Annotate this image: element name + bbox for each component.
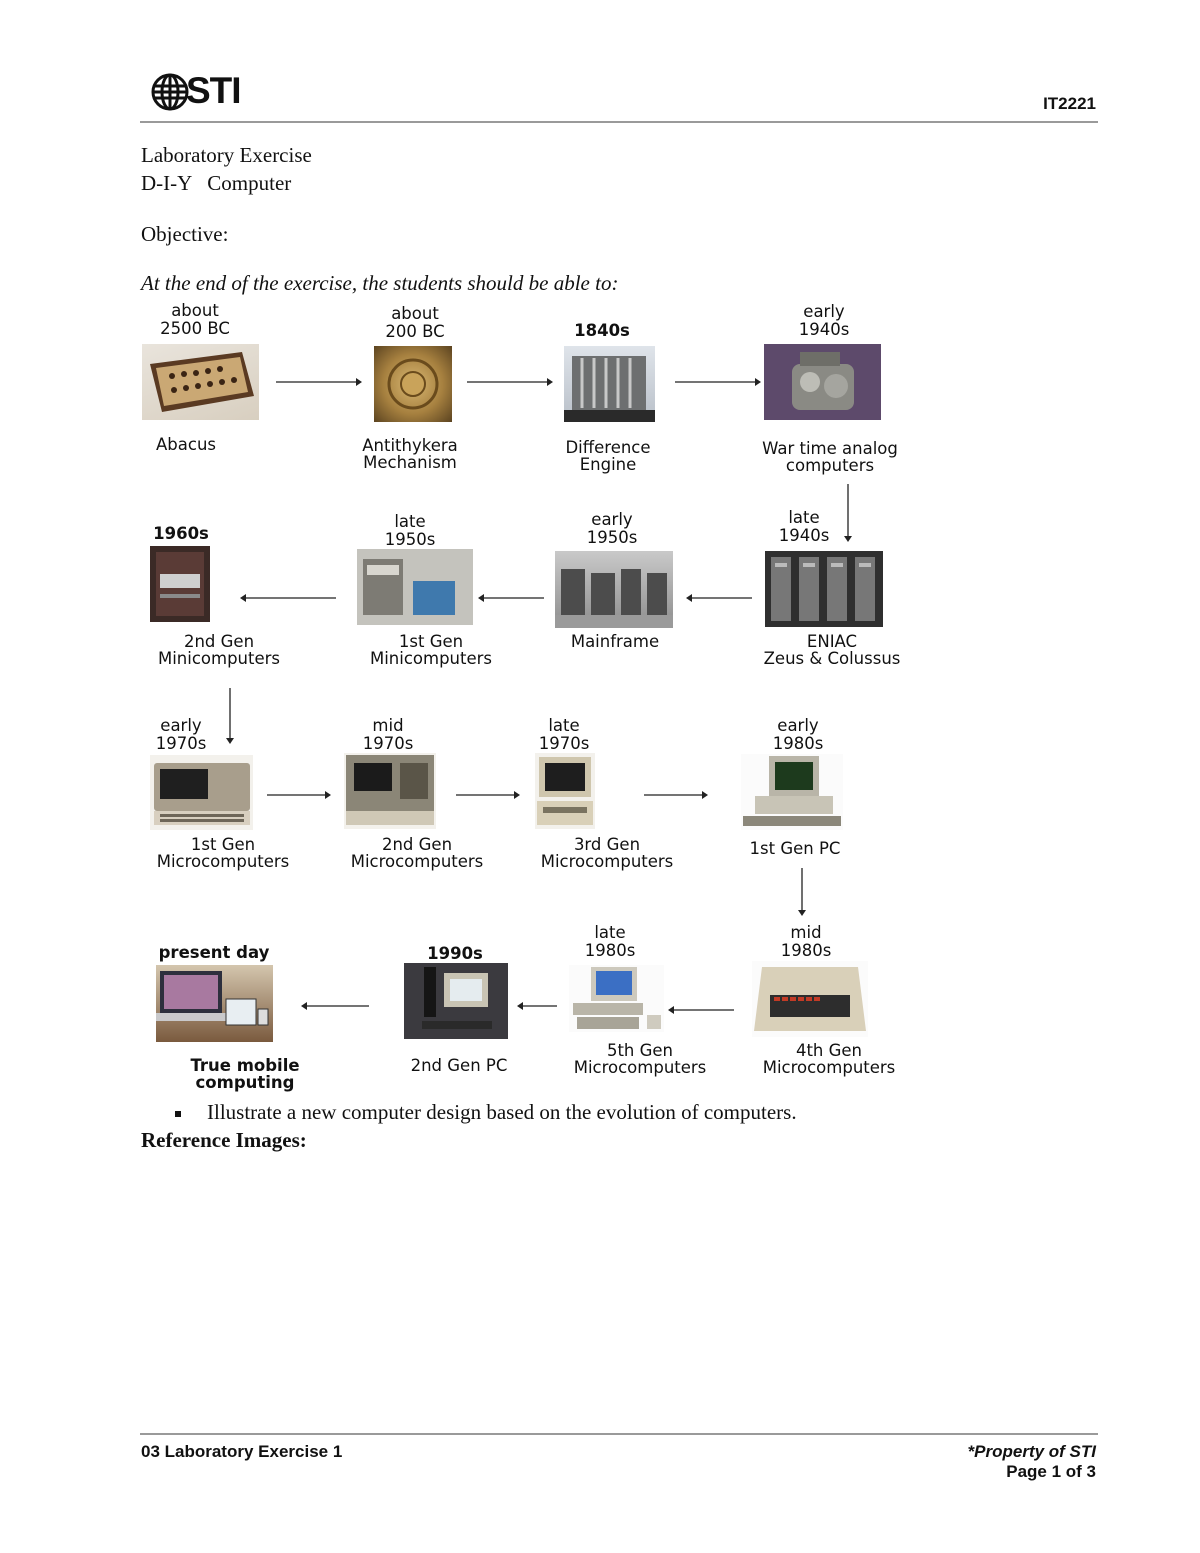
eniac-image <box>765 551 883 627</box>
node-label: War time analog computers <box>762 439 898 475</box>
objective-intro: At the end of the exercise, the students should be able to: <box>141 271 619 295</box>
mobile-devices-image <box>156 965 273 1042</box>
era-label: about 2500 BC <box>160 301 230 338</box>
arrow-right-icon <box>456 789 520 801</box>
era-label: 1840s <box>574 321 630 340</box>
analog-computer-image <box>764 344 881 420</box>
node-label: Abacus <box>156 435 216 454</box>
node-label: True mobile computing <box>190 1056 300 1092</box>
era-label: 1990s <box>427 944 483 963</box>
objective-heading: Objective: <box>141 222 229 246</box>
arrow-down-icon <box>842 484 854 542</box>
sti-logo <box>150 72 240 114</box>
era-label: early 1980s <box>772 716 824 753</box>
globe-icon <box>150 72 190 112</box>
era-label: early 1970s <box>155 716 207 753</box>
arrow-left-icon <box>517 1000 557 1012</box>
arrow-left-icon <box>668 1004 734 1016</box>
node-label: 2nd Gen PC <box>410 1056 508 1075</box>
era-label: mid 1980s <box>780 923 832 960</box>
node-label: 2nd Gen Microcomputers <box>350 835 484 871</box>
pc-2nd-image <box>404 963 508 1039</box>
arrow-right-icon <box>644 789 708 801</box>
objective-bullet <box>175 1100 797 1125</box>
era-label: early 1940s <box>798 302 850 339</box>
node-label: Antithykera Mechanism <box>362 436 458 472</box>
node-label: 5th Gen Microcomputers <box>573 1041 707 1077</box>
bullet-text: Illustrate a new computer design based on the evolution of computers. <box>207 1100 797 1124</box>
microcomputer-5th-image <box>569 965 664 1032</box>
arrow-left-icon <box>686 592 752 604</box>
antikythera-image <box>374 346 452 422</box>
microcomputer-1st-image <box>150 755 253 830</box>
arrow-left-icon <box>301 1000 369 1012</box>
difference-engine-image <box>564 346 655 422</box>
node-label: 2nd Gen Minicomputers <box>157 632 281 668</box>
arrow-right-icon <box>276 376 362 388</box>
era-label: late 1970s <box>538 716 590 753</box>
node-label: 3rd Gen Microcomputers <box>540 835 674 871</box>
course-code: IT2221 <box>1043 94 1096 113</box>
era-label: early 1950s <box>586 510 638 547</box>
arrow-right-icon <box>675 376 761 388</box>
era-label: late 1940s <box>778 508 830 545</box>
logo-wordmark: STI <box>186 70 241 111</box>
era-label: mid 1970s <box>362 716 414 753</box>
arrow-left-icon <box>478 592 544 604</box>
reference-heading: Reference Images: <box>141 1128 307 1152</box>
node-label: 4th Gen Microcomputers <box>762 1041 896 1077</box>
microcomputer-2nd-image <box>344 753 436 829</box>
arrow-left-icon <box>240 592 336 604</box>
node-label: 1st Gen Minicomputers <box>369 632 493 668</box>
node-label: 1st Gen Microcomputers <box>156 835 290 871</box>
era-label: late 1980s <box>584 923 636 960</box>
era-label: 1960s <box>153 524 209 543</box>
page-number: Page 1 of 3 <box>1006 1462 1096 1481</box>
header-divider <box>140 121 1098 123</box>
mainframe-image <box>555 551 673 628</box>
microcomputer-3rd-image <box>535 753 595 829</box>
arrow-down-icon <box>796 868 808 916</box>
node-label: ENIAC Zeus & Colussus <box>763 632 901 668</box>
microcomputer-4th-image <box>752 961 868 1037</box>
footer-exercise-title: 03 Laboratory Exercise 1 <box>141 1442 343 1461</box>
bullet-icon <box>175 1111 181 1117</box>
pc-1st-image <box>741 754 843 830</box>
arrow-right-icon <box>467 376 553 388</box>
arrow-down-icon <box>224 688 236 744</box>
minicomputer-1st-image <box>357 549 473 625</box>
footer-property: *Property of STI <box>967 1442 1096 1461</box>
minicomputer-2nd-image <box>150 546 210 622</box>
document-subtitle: D-I-Y Computer <box>141 171 292 195</box>
node-label: Mainframe <box>570 632 660 651</box>
era-label: about 200 BC <box>385 304 445 341</box>
node-label: 1st Gen PC <box>749 839 841 858</box>
arrow-right-icon <box>267 789 331 801</box>
footer-divider <box>140 1433 1098 1435</box>
node-label: Difference Engine <box>565 438 651 474</box>
abacus-image <box>142 344 259 420</box>
document-title: Laboratory Exercise <box>141 143 312 167</box>
era-label: late 1950s <box>384 512 436 549</box>
era-label: present day <box>158 943 270 962</box>
